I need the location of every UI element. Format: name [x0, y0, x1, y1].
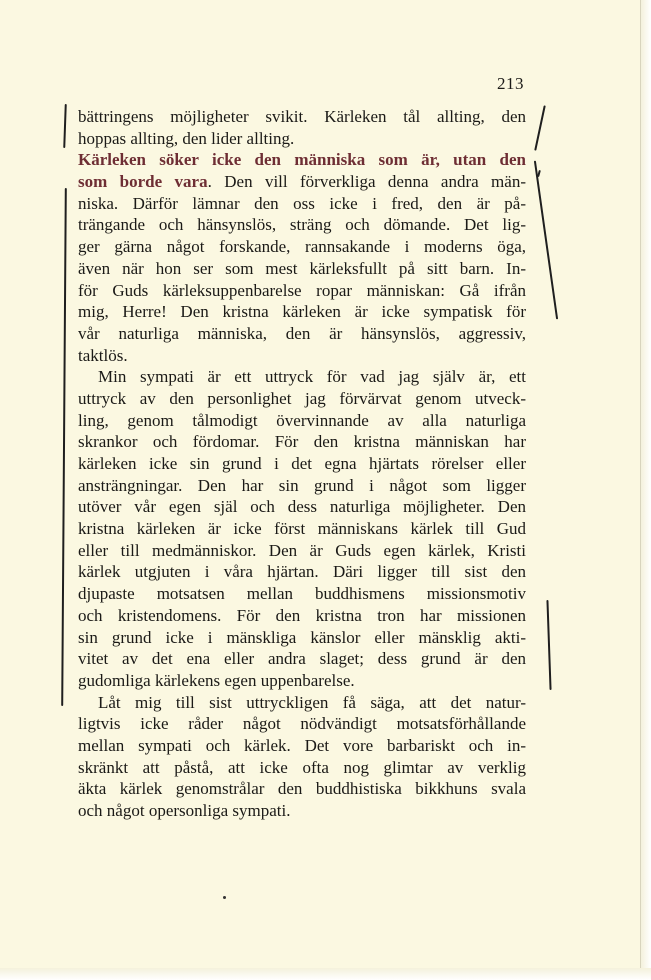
line-text: och något opersonliga sympati. [78, 801, 291, 820]
line-text: äkta kärlek genomstrålar den buddhistiska bikkhuns svala [78, 779, 526, 799]
highlighted-text: som borde vara [78, 172, 208, 192]
line-text: kärlek utgjuten i våra hjärtan. Däri ligger till sist den [78, 562, 526, 582]
line-text: kärleken icke sin grund i det egna hjärtats rörelser eller [78, 454, 526, 473]
line-text: för Guds kärleksuppenbarelse ropar människan: Gå ifrån [78, 280, 526, 300]
line-text: . Den vill förverkliga denna andra män- [207, 172, 526, 192]
line-text: ligtvis icke råder något nödvändigt motsatsförhållande [78, 714, 526, 734]
text-line [78, 800, 526, 822]
text-line [78, 171, 526, 193]
line-text: utöver vår egen själ och dess naturliga möjligheter. Den [78, 497, 526, 517]
line-text: uttryck av den personlighet jag förvärvat genom utveck- [78, 388, 526, 408]
line-text: bättringens möjligheter svikit. Kärleken tål allting, den [78, 107, 526, 126]
text-line [78, 214, 526, 236]
line-text: eller till medmänniskor. Den är Guds egen kärlek, Kristi [78, 540, 526, 560]
margin-mark-right-1 [534, 105, 546, 150]
line-text: ansträngningar. Den har sin grund i något som ligger [78, 475, 526, 495]
page-number: 213 [497, 74, 524, 93]
line-text: kristna kärleken är icke först människans kärlek till Gud [78, 519, 526, 539]
text-line [78, 735, 526, 757]
text-line [78, 301, 526, 323]
text-line [78, 366, 526, 388]
line-text: taktlös. [78, 345, 128, 365]
highlighted-text: Kärleken söker icke den människa som är, utan den [78, 150, 526, 170]
text-line [78, 128, 526, 150]
line-text: ling, genom tålmodigt övervinnande av alla naturliga [78, 410, 526, 430]
line-text: trängande och hänsynslös, sträng och dömande. Det lig- [78, 215, 526, 235]
text-line [78, 518, 526, 540]
text-line [78, 323, 526, 345]
text-line [78, 149, 526, 171]
line-text: mig, Herre! Den kristna kärleken är icke sympatisk för [78, 302, 526, 322]
text-line [78, 778, 526, 800]
line-text: hoppas allting, den lider allting. [78, 128, 295, 148]
text-line [78, 388, 526, 410]
text-line [78, 475, 526, 497]
line-text: niska. Därför lämnar den oss icke i fred, den är på- [78, 193, 526, 213]
line-text: och kristendomens. För den kristna tron har missionen [78, 605, 526, 625]
margin-mark-left-2 [61, 188, 67, 706]
line-text: djupaste motsatsen mellan buddhismens missionsmotiv [78, 584, 526, 604]
line-text: skränkt att påstå, att icke ofta nog glimtar av verklig [78, 757, 526, 777]
text-line [78, 431, 526, 453]
margin-mark-right-3 [534, 161, 558, 320]
text-line [78, 236, 526, 258]
page-edge-right [640, 0, 651, 980]
page-edge-bottom [0, 968, 651, 980]
text-line [78, 583, 526, 605]
text-line [78, 453, 526, 475]
text-line [78, 713, 526, 735]
text-line [78, 280, 526, 302]
text-line [78, 561, 526, 583]
margin-mark-right-4 [546, 600, 551, 690]
line-text: Låt mig till sist uttryckligen få säga, att det natur- [98, 692, 526, 712]
text-line [78, 605, 526, 627]
margin-mark-left-1 [63, 104, 67, 148]
text-line [78, 648, 526, 670]
text-line [78, 670, 526, 692]
text-line [78, 258, 526, 280]
text-line [78, 627, 526, 649]
text-line [78, 106, 526, 128]
text-line [78, 757, 526, 779]
line-text: sin grund icke i mänskliga känslor eller mänsklig akti- [78, 627, 526, 647]
line-text: gudomliga kärlekens egen uppenbarelse. [78, 670, 355, 690]
line-text: skrankor och fördomar. För den kristna människan har [78, 432, 526, 452]
line-text: ger gärna något forskande, rannsakande i moderns öga, [78, 237, 526, 257]
text-line [78, 345, 526, 367]
line-text: mellan sympati och kärlek. Det vore barbariskt och in- [78, 735, 526, 755]
line-text: Min sympati är ett uttryck för vad jag själv är, ett [98, 367, 526, 387]
text-line [78, 410, 526, 432]
text-line [78, 540, 526, 562]
body-text [78, 106, 526, 822]
ink-spot [223, 896, 226, 899]
line-text: vår naturliga människa, den är hänsynslös, aggressiv, [78, 323, 526, 343]
line-text: vitet av det ena eller andra slaget; dess grund är den [78, 649, 526, 669]
text-line [78, 193, 526, 215]
text-line [78, 496, 526, 518]
line-text: även när hon ser som mest kärleksfullt på sitt barn. In- [78, 258, 526, 278]
text-line [78, 692, 526, 714]
